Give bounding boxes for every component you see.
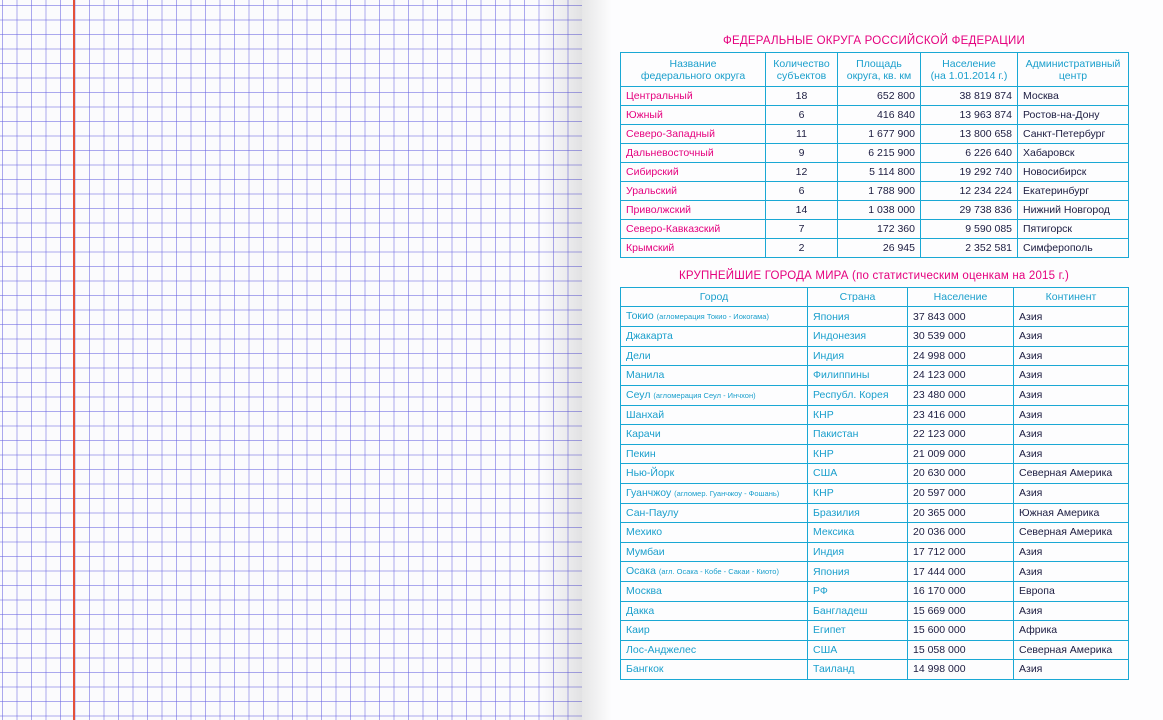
- table-row: [621, 144, 1129, 163]
- city-country: Япония: [808, 562, 908, 582]
- table-row: [621, 182, 1129, 201]
- district-name: Центральный: [621, 87, 766, 106]
- table-row: [621, 201, 1129, 220]
- district-population: 13 800 658: [921, 125, 1018, 144]
- city-country: КНР: [808, 444, 908, 464]
- city-continent: Азия: [1014, 307, 1129, 327]
- district-subjects: 2: [766, 239, 838, 258]
- city-population: 24 123 000: [908, 366, 1014, 386]
- district-center: Ростов-на-Дону: [1018, 106, 1129, 125]
- city-population: 15 669 000: [908, 601, 1014, 621]
- city-country: Индия: [808, 542, 908, 562]
- district-center: Новосибирск: [1018, 163, 1129, 182]
- city-country: Бангладеш: [808, 601, 908, 621]
- table-row: [621, 366, 1129, 386]
- table-row: [621, 346, 1129, 366]
- page-fold-shadow: [542, 0, 582, 720]
- city-name: Токио: [626, 310, 654, 322]
- table-row: [621, 327, 1129, 347]
- city-cell: [621, 582, 808, 602]
- city-name: Лос-Анджелес: [626, 643, 697, 656]
- largest-cities-title: КРУПНЕЙШИЕ ГОРОДА МИРА (по статистическим оценкам на 2015 г.): [678, 270, 1070, 282]
- city-continent: Азия: [1014, 385, 1129, 405]
- city-continent: Азия: [1014, 660, 1129, 680]
- city-population: 23 480 000: [908, 385, 1014, 405]
- margin-line: [73, 0, 75, 720]
- city-cell: [621, 542, 808, 562]
- city-population: 20 365 000: [908, 503, 1014, 523]
- city-name: Пекин: [626, 447, 656, 460]
- header-subjects: Количество субъектов: [766, 53, 838, 87]
- district-area: 1 038 000: [838, 201, 921, 220]
- district-center: Москва: [1018, 87, 1129, 106]
- header-continent: Континент: [1014, 288, 1129, 307]
- city-name: Мумбаи: [626, 545, 665, 558]
- district-area: 1 677 900: [838, 125, 921, 144]
- table-row: [621, 163, 1129, 182]
- city-population: 21 009 000: [908, 444, 1014, 464]
- table-row: [621, 483, 1129, 503]
- district-subjects: 9: [766, 144, 838, 163]
- city-cell: [621, 307, 808, 327]
- header-area: Площадь округа, кв. км: [838, 53, 921, 87]
- district-name: Дальневосточный: [621, 144, 766, 163]
- district-name: Крымский: [621, 239, 766, 258]
- city-cell: [621, 640, 808, 660]
- city-continent: Европа: [1014, 582, 1129, 602]
- largest-cities-table: [620, 287, 1129, 680]
- district-center: Симферополь: [1018, 239, 1129, 258]
- table-row: [621, 106, 1129, 125]
- district-area: 172 360: [838, 220, 921, 239]
- table-row: [621, 87, 1129, 106]
- table-row: [621, 582, 1129, 602]
- city-population: 15 058 000: [908, 640, 1014, 660]
- district-center: Нижний Новгород: [1018, 201, 1129, 220]
- table-row: [621, 621, 1129, 641]
- city-continent: Азия: [1014, 601, 1129, 621]
- city-continent: Азия: [1014, 405, 1129, 425]
- city-population: 24 998 000: [908, 346, 1014, 366]
- city-continent: Азия: [1014, 483, 1129, 503]
- table-row: [621, 660, 1129, 680]
- city-population: 20 597 000: [908, 483, 1014, 503]
- city-continent: Азия: [1014, 346, 1129, 366]
- city-cell: [621, 660, 808, 680]
- city-cell: [621, 483, 808, 503]
- district-center: Пятигорск: [1018, 220, 1129, 239]
- city-name: Москва: [626, 585, 662, 598]
- city-cell: [621, 621, 808, 641]
- district-area: 652 800: [838, 87, 921, 106]
- city-population: 20 630 000: [908, 464, 1014, 484]
- city-continent: Северная Америка: [1014, 523, 1129, 543]
- city-country: Республ. Корея: [808, 385, 908, 405]
- city-country: КНР: [808, 405, 908, 425]
- district-name: Приволжский: [621, 201, 766, 220]
- table-row: [621, 444, 1129, 464]
- table-row: [621, 385, 1129, 405]
- city-country: Филиппины: [808, 366, 908, 386]
- district-name: Северо-Западный: [621, 125, 766, 144]
- city-name: Гуанчжоу: [626, 486, 672, 499]
- city-population: 20 036 000: [908, 523, 1014, 543]
- city-continent: Северная Америка: [1014, 464, 1129, 484]
- city-cell: [621, 346, 808, 366]
- table-row: [621, 601, 1129, 621]
- city-name: Джакарта: [626, 330, 673, 343]
- city-country: Пакистан: [808, 425, 908, 445]
- city-cell: [621, 562, 808, 582]
- city-cell: [621, 523, 808, 543]
- city-cell: [621, 425, 808, 445]
- district-subjects: 18: [766, 87, 838, 106]
- city-country: Япония: [808, 307, 908, 327]
- city-population: 30 539 000: [908, 327, 1014, 347]
- district-subjects: 7: [766, 220, 838, 239]
- district-center: Санкт-Петербург: [1018, 125, 1129, 144]
- city-name: Сан-Паулу: [626, 506, 679, 519]
- city-name: Осака: [626, 565, 656, 577]
- district-name: Южный: [621, 106, 766, 125]
- city-continent: Азия: [1014, 366, 1129, 386]
- header-admin-center: Административный центр: [1018, 53, 1129, 87]
- table-row: [621, 464, 1129, 484]
- city-country: Египет: [808, 621, 908, 641]
- city-name: Мехико: [626, 526, 663, 539]
- city-continent: Северная Америка: [1014, 640, 1129, 660]
- city-country: Мексика: [808, 523, 908, 543]
- district-subjects: 14: [766, 201, 838, 220]
- city-cell: [621, 385, 808, 405]
- table-row: [621, 425, 1129, 445]
- city-agglomeration-note: (агломер. Гуанчжоу - Фошань): [674, 488, 780, 498]
- district-name: Сибирский: [621, 163, 766, 182]
- district-population: 6 226 640: [921, 144, 1018, 163]
- city-name: Карачи: [626, 428, 661, 441]
- district-name: Уральский: [621, 182, 766, 201]
- city-continent: Азия: [1014, 425, 1129, 445]
- federal-districts-title: ФЕДЕРАЛЬНЫЕ ОКРУГА РОССИЙСКОЙ ФЕДЕРАЦИИ: [723, 35, 1025, 47]
- city-name: Манила: [626, 369, 665, 382]
- city-agglomeration-note: (агл. Осака - Кобе - Сакаи - Киото): [658, 567, 779, 576]
- city-population: 37 843 000: [908, 307, 1014, 327]
- district-subjects: 6: [766, 182, 838, 201]
- table-row: [621, 640, 1129, 660]
- district-area: 6 215 900: [838, 144, 921, 163]
- district-population: 38 819 874: [921, 87, 1018, 106]
- district-population: 19 292 740: [921, 163, 1018, 182]
- district-population: 2 352 581: [921, 239, 1018, 258]
- district-population: 12 234 224: [921, 182, 1018, 201]
- table-row: [621, 542, 1129, 562]
- city-cell: [621, 327, 808, 347]
- table-row: [621, 503, 1129, 523]
- city-name: Дели: [626, 349, 651, 362]
- city-continent: Южная Америка: [1014, 503, 1129, 523]
- table-header-row: [621, 53, 1129, 87]
- city-cell: [621, 601, 808, 621]
- district-center: Екатеринбург: [1018, 182, 1129, 201]
- city-country: Бразилия: [808, 503, 908, 523]
- city-name: Нью-Йорк: [626, 467, 675, 480]
- city-name: Бангкок: [626, 663, 664, 676]
- city-cell: [621, 503, 808, 523]
- table-row: [621, 307, 1129, 327]
- table-row: [621, 405, 1129, 425]
- city-population: 15 600 000: [908, 621, 1014, 641]
- city-country: Индия: [808, 346, 908, 366]
- city-country: Таиланд: [808, 660, 908, 680]
- city-continent: Африка: [1014, 621, 1129, 641]
- table-header-row: [621, 288, 1129, 307]
- table-row: [621, 523, 1129, 543]
- federal-districts-table: [620, 52, 1129, 258]
- header-city: Город: [621, 288, 808, 307]
- city-country: США: [808, 464, 908, 484]
- city-population: 16 170 000: [908, 582, 1014, 602]
- district-area: 26 945: [838, 239, 921, 258]
- city-name: Шанхай: [626, 408, 665, 421]
- district-subjects: 6: [766, 106, 838, 125]
- city-continent: Азия: [1014, 562, 1129, 582]
- city-population: 14 998 000: [908, 660, 1014, 680]
- district-area: 1 788 900: [838, 182, 921, 201]
- district-population: 9 590 085: [921, 220, 1018, 239]
- city-continent: Азия: [1014, 542, 1129, 562]
- city-continent: Азия: [1014, 327, 1129, 347]
- header-country: Страна: [808, 288, 908, 307]
- city-agglomeration-note: (агломерация Сеул - Инчхон): [653, 390, 756, 400]
- city-cell: [621, 444, 808, 464]
- district-center: Хабаровск: [1018, 144, 1129, 163]
- city-population: 23 416 000: [908, 405, 1014, 425]
- city-cell: [621, 366, 808, 386]
- district-subjects: 11: [766, 125, 838, 144]
- city-continent: Азия: [1014, 444, 1129, 464]
- table-row: [621, 239, 1129, 258]
- city-population: 22 123 000: [908, 425, 1014, 445]
- city-population: 17 712 000: [908, 542, 1014, 562]
- city-name: Сеул: [626, 388, 651, 401]
- district-area: 5 114 800: [838, 163, 921, 182]
- city-country: Индонезия: [808, 327, 908, 347]
- header-population: Население (на 1.01.2014 г.): [921, 53, 1018, 87]
- city-country: РФ: [808, 582, 908, 602]
- district-population: 13 963 874: [921, 106, 1018, 125]
- city-agglomeration-note: (агломерация Токио - Иокогама): [656, 312, 769, 321]
- table-row: [621, 562, 1129, 582]
- city-name: Каир: [626, 624, 650, 637]
- header-population: Население: [908, 288, 1014, 307]
- table-row: [621, 125, 1129, 144]
- city-cell: [621, 464, 808, 484]
- header-district-name: Название федерального округа: [621, 53, 766, 87]
- table-row: [621, 220, 1129, 239]
- district-subjects: 12: [766, 163, 838, 182]
- district-area: 416 840: [838, 106, 921, 125]
- city-country: США: [808, 640, 908, 660]
- city-population: 17 444 000: [908, 562, 1014, 582]
- district-population: 29 738 836: [921, 201, 1018, 220]
- city-name: Дакка: [626, 604, 655, 617]
- page-fold-shadow-right: [582, 0, 612, 720]
- city-cell: [621, 405, 808, 425]
- city-country: КНР: [808, 483, 908, 503]
- district-name: Северо-Кавказский: [621, 220, 766, 239]
